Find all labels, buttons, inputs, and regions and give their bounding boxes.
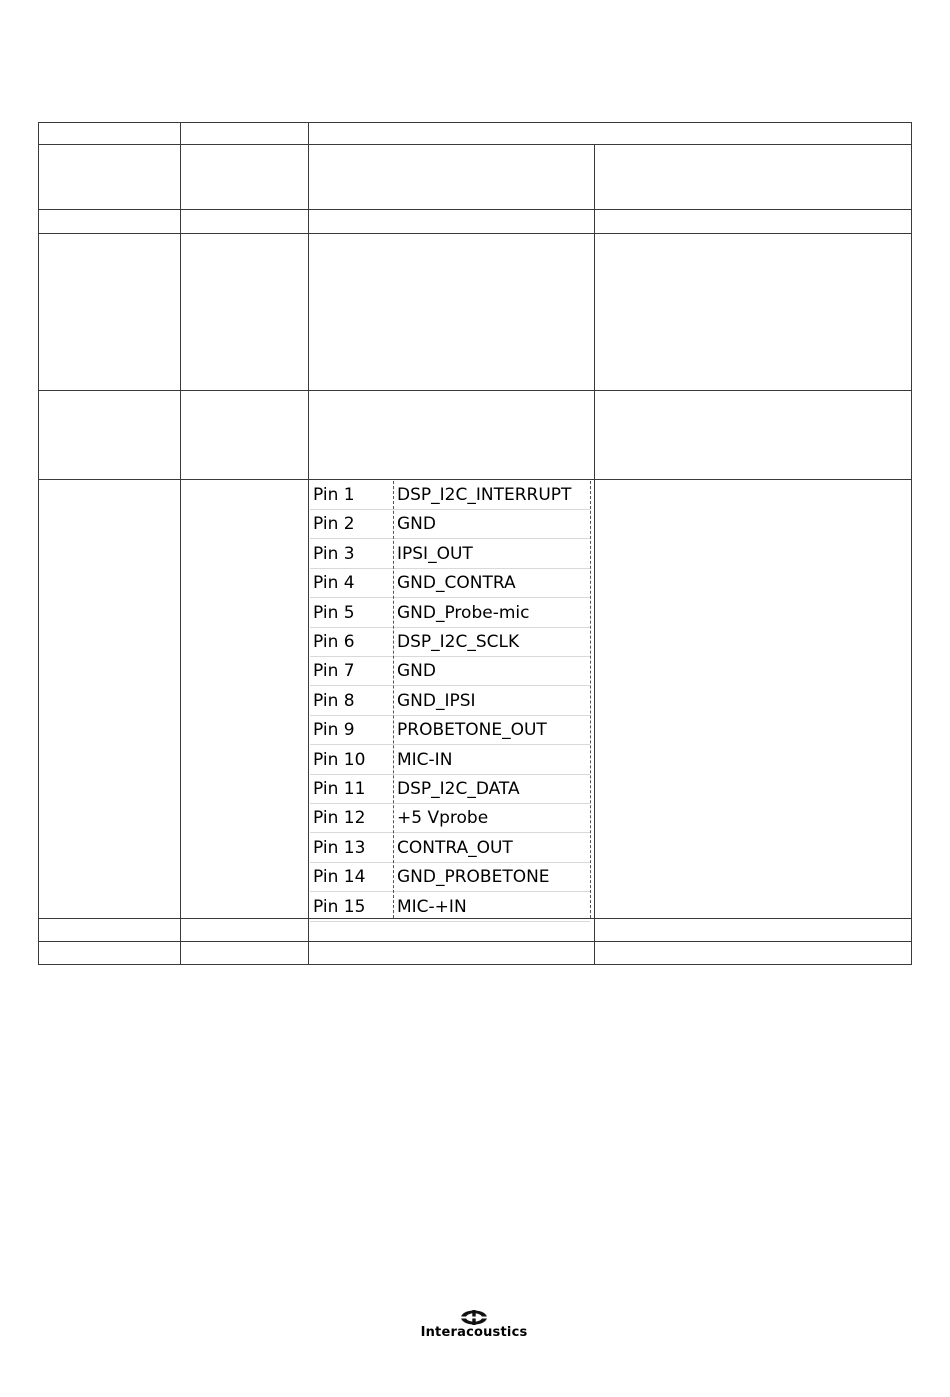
row-divider — [38, 233, 912, 234]
pin-number: Pin 2 — [313, 514, 355, 535]
row-divider — [38, 390, 912, 391]
pin-signal: GND — [397, 514, 436, 535]
table-border-left — [38, 122, 39, 965]
pin-row — [310, 628, 590, 657]
pin-row — [310, 599, 590, 628]
pin-signal: GND_IPSI — [397, 690, 476, 711]
pin-signal: MIC-IN — [397, 749, 453, 770]
pin-number: Pin 15 — [313, 896, 366, 917]
pin-number: Pin 1 — [313, 485, 355, 505]
pin-signal: GND_CONTRA — [397, 573, 516, 594]
pin-number: Pin 13 — [313, 837, 366, 858]
pin-signal: PROBETONE_OUT — [397, 720, 547, 741]
pin-number: Pin 7 — [313, 661, 355, 682]
pin-signal: CONTRA_OUT — [397, 837, 513, 858]
pin-row-separator — [310, 921, 590, 922]
pin-number: Pin 9 — [313, 720, 355, 741]
pin-signal: DSP_I2C_INTERRUPT — [397, 485, 572, 505]
pin-row — [310, 569, 590, 598]
column-divider — [308, 122, 309, 965]
pin-number: Pin 3 — [313, 543, 355, 564]
pin-row — [310, 863, 590, 892]
pin-signal: MIC-+IN — [397, 896, 467, 917]
pin-signal: +5 Vprobe — [397, 808, 489, 829]
column-divider — [180, 122, 181, 965]
pin-table-right-border — [590, 481, 591, 918]
pin-row — [310, 481, 590, 510]
row-divider — [38, 479, 912, 480]
pin-signal: IPSI_OUT — [397, 543, 473, 564]
pin-signal: DSP_I2C_SCLK — [397, 632, 520, 652]
row-divider — [38, 144, 912, 145]
pin-number: Pin 12 — [313, 808, 366, 829]
brand-name: Interacoustics — [420, 1325, 528, 1340]
pin-signal: GND_PROBETONE — [397, 867, 550, 888]
pin-row — [310, 746, 590, 775]
table-border-top — [38, 122, 912, 123]
pin-number: Pin 8 — [313, 690, 355, 711]
row-divider — [38, 941, 912, 942]
pin-row — [310, 804, 590, 833]
pin-column-divider — [393, 481, 394, 918]
pin-row — [310, 893, 590, 922]
interacoustics-logo-icon — [460, 1310, 488, 1325]
pin-row — [310, 540, 590, 569]
pin-signal: GND_Probe-mic — [397, 602, 530, 623]
table-border-right — [911, 122, 912, 965]
pin-row — [310, 657, 590, 686]
table-border-bottom — [38, 964, 912, 965]
row-divider — [38, 209, 912, 210]
pin-number: Pin 6 — [313, 632, 355, 652]
pin-number: Pin 10 — [313, 749, 366, 770]
interacoustics-logo — [408, 1310, 540, 1344]
pin-row — [310, 775, 590, 804]
pin-number: Pin 4 — [313, 573, 355, 594]
pin-number: Pin 11 — [313, 779, 366, 799]
pin-signal: GND — [397, 661, 436, 682]
pin-row — [310, 687, 590, 716]
pin-row — [310, 510, 590, 539]
pin-signal: DSP_I2C_DATA — [397, 779, 520, 799]
pin-row — [310, 834, 590, 863]
pin-number: Pin 14 — [313, 867, 366, 888]
pin-row — [310, 716, 590, 745]
pin-number: Pin 5 — [313, 602, 355, 623]
column-divider — [594, 144, 595, 965]
